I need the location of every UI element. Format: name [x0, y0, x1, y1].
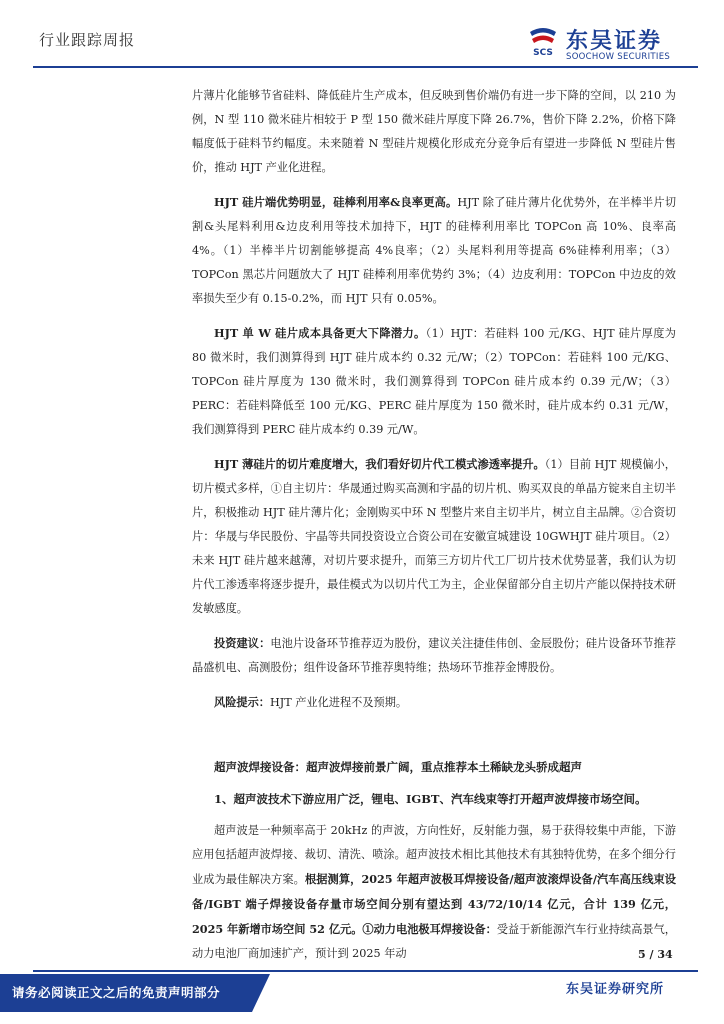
paragraph-heading: HJT 单 W 硅片成本具备更大下降潜力。	[214, 326, 426, 340]
paragraph-wafer-thinning: 片薄片化能够节省硅料、降低硅片生产成本，但反映到售价端仍有进一步下降的空间，以 210 为例，N 型 110 微米硅片相较于 P 型 150 微米硅片厚度下降 26.7%，售价下降 2.2%，价格下降幅度低于硅料节约幅度。未来随着 N 型硅片规模化形成充分竞争后有望进一步降低 N 型硅片售价，推动 HJT 产业化进程。	[192, 89, 676, 174]
report-body	[192, 84, 676, 966]
disclaimer-banner-tail	[252, 974, 270, 1012]
section-heading: 超声波焊接设备：超声波焊接前景广阔，重点推荐本土稀缺龙头骄成超声	[214, 760, 582, 774]
paragraph-hjt-wafer-advantage	[192, 190, 676, 311]
disclaimer-banner: 请务必阅读正文之后的免责声明部分	[0, 974, 252, 1012]
paragraph-heading: HJT 硅片端优势明显，硅棒利用率&良率更高。	[214, 195, 458, 209]
paragraph-text: （1）HJT：若硅料 100 元/KG、HJT 硅片厚度为 80 微米时，我们测算得到 HJT 硅片成本约 0.32 元/W；（2）TOPCon：若硅料 100 元/KG、TOPCon 硅片厚度为 130 微米时，我们测算得到 TOPCon 硅片成本约 0.39 元/W；（3）PERC：若硅料降低至 100 元/KG、PERC 硅片厚度为 150 微米时，硅片成本约 0.31 元/W，我们测算得到 PERC 硅片成本约 0.39 元/W。	[192, 327, 676, 436]
header-divider	[33, 66, 698, 68]
paragraph-text: HJT 产业化进程不及预期。	[269, 696, 408, 709]
paragraph-text: HJT 除了硅片薄片化优势外，在半棒半片切割&头尾料利用&边皮利用等技术加持下，HJT 的硅棒利用率比 TOPCon 高 10%、良率高 4%。（1）半棒半片切割能够提高 4%良率；（2）头尾料利用等提高 6%硅棒利用率；（3）TOPCon 黑芯片问题放大了 HJT 硅棒利用率优势约 3%；（4）边皮利用：TOPCon 中边皮的效率损失至少有 0.15-0.2%，而 HJT 只有 0.05%。	[192, 196, 677, 305]
page-number: 5 / 34	[638, 948, 673, 961]
research-institute-name: 东吴证券研究所	[566, 982, 665, 997]
paragraph-heading: 投资建议：	[214, 636, 271, 650]
soochow-logo-icon	[526, 26, 560, 60]
company-logo	[526, 24, 696, 64]
paragraph-text: （1）目前 HJT 规模偏小，切片模式多样，①自主切片：华晟通过购买高测和宇晶的切片机、购买双良的单晶方锭来自主切半片，积极推动 HJT 硅片薄片化；金刚购买中环 N 型整片来自主切半片，树立自主品牌。②合资切片：华晟与华民股份、宇晶等共同投资设立合资公司在安徽宣城建设 10GWHJT 硅片项目。（2）未来 HJT 硅片越来越薄，对切片要求提升，而第三方切片代工厂切片技术优势显著，我们认为切片代工渗透率将逐步提升，最佳模式为以切片代工为主，企业保留部分自主切片产能以保持技术研发敏感度。	[192, 458, 676, 615]
paragraph-ultrasonic	[192, 819, 676, 966]
logo-english-name: SOOCHOW SECURITIES	[566, 52, 671, 62]
paragraph-investment-advice	[192, 631, 676, 680]
footer-divider	[33, 970, 698, 972]
paragraph-hjt-slicing	[192, 452, 676, 621]
report-type-label: 行业跟踪周报	[39, 31, 136, 49]
paragraph-hjt-cost	[192, 321, 676, 442]
sub-heading: 1、超声波技术下游应用广泛，锂电、IGBT、汽车线束等打开超声波焊接市场空间。	[214, 792, 647, 806]
paragraph-heading: 风险提示：	[214, 695, 270, 709]
paragraph-heading: HJT 薄硅片的切片难度增大，我们看好切片代工模式渗透率提升。	[214, 457, 545, 471]
paragraph-text: 电池片设备环节推荐迈为股份，建议关注捷佳伟创、金辰股份；硅片设备环节推荐晶盛机电、高测股份；组件设备环节推荐奥特维；热场环节推荐金博股份。	[192, 637, 676, 674]
paragraph-risk-warning	[192, 690, 676, 715]
paragraph-text: 超声波是一种频率高于 20kHz 的声波，方向性好，反射能力强，易于获得较集中声能，下游应用包括超声波焊接、裁切、清洗、喷涂。超声波技术相比其他技术有其独特优势，在多个细分行业成为最佳解决方案。	[192, 824, 676, 886]
logo-mark-text: SCS	[533, 48, 553, 58]
logo-chinese-name: 东吴证券	[566, 29, 663, 54]
paragraph-tail: 受益于新能源汽车行业持续高景气，动力电池厂商加速扩产，预计到 2025 年动	[192, 923, 676, 960]
paragraph-emphasis: 根据测算，2025 年超声波极耳焊接设备/超声波滚焊设备/汽车高压线束设备/IGBT 端子焊接设备存量市场空间分别有望达到 43/72/10/14 亿元，合计 139 亿元，2025 年新增市场空间 52 亿元。①动力电池极耳焊接设备：	[192, 872, 676, 936]
